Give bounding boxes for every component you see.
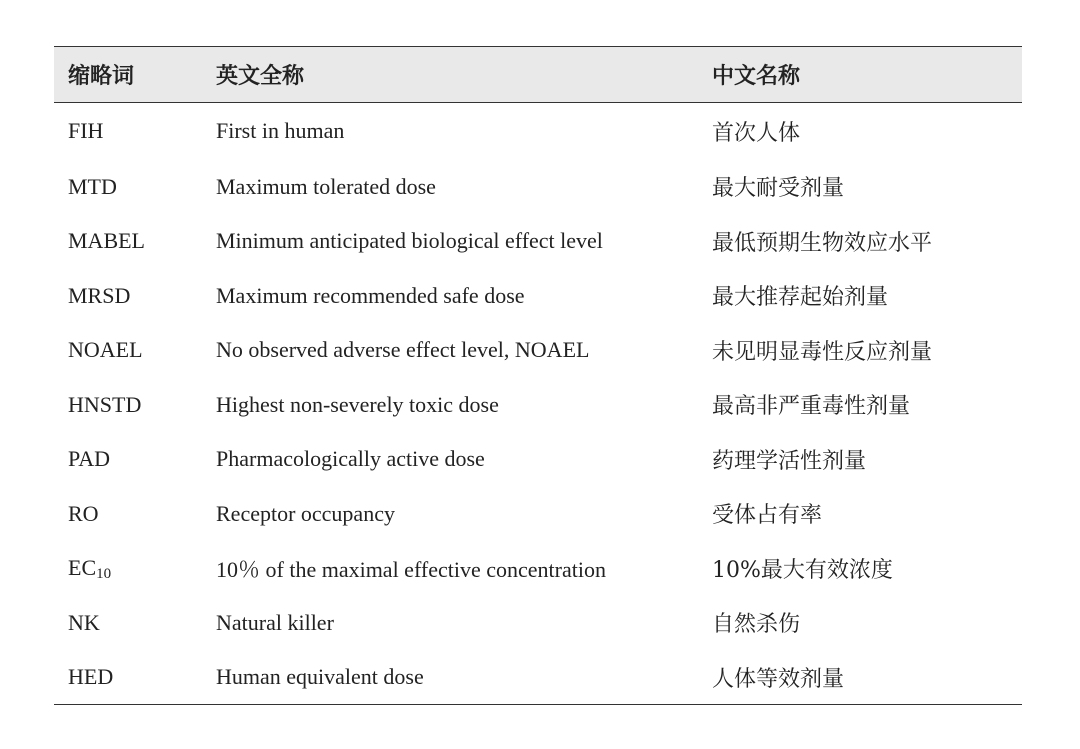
table-row (54, 323, 1022, 378)
table-row (54, 432, 1022, 487)
abbreviation-table (54, 46, 1022, 705)
table-row (54, 378, 1022, 433)
cell-english: Highest non-severely toxic dose (216, 391, 499, 417)
cell-chinese: 药理学活性剂量 (712, 448, 867, 474)
abbreviation-text: HNSTD (68, 391, 142, 417)
cell-english: Human equivalent dose (216, 650, 712, 705)
cell-abbreviation (54, 323, 216, 378)
cell-abbreviation (54, 541, 216, 596)
cell-chinese: 未见明显毒性反应剂量 (712, 339, 933, 365)
cell-english: Receptor occupancy (216, 500, 395, 526)
abbreviation-text: EC (68, 555, 97, 581)
cell-abbreviation (54, 103, 216, 160)
cell-chinese: 人体等效剂量 (712, 650, 1022, 705)
cell-english: Maximum tolerated dose (216, 173, 436, 199)
header-row (54, 47, 1022, 103)
abbreviation-text: HED (68, 664, 114, 689)
cell-chinese: 最低预期生物效应水平 (712, 230, 933, 256)
cell-chinese: 最大耐受剂量 (712, 176, 845, 202)
abbreviation-text: MABEL (68, 228, 145, 254)
cell-chinese: 首次人体 (712, 120, 801, 146)
table-row (54, 103, 1022, 160)
cell-abbreviation (54, 269, 216, 324)
table-header (54, 47, 1022, 103)
cell-abbreviation (54, 214, 216, 269)
abbreviation-text: FIH (68, 118, 104, 144)
abbreviation-text: MTD (68, 173, 117, 199)
table-row (54, 160, 1022, 215)
table-row (54, 541, 1022, 596)
abbreviation-text: MRSD (68, 282, 131, 308)
abbreviation-text: PAD (68, 446, 110, 472)
abbreviation-text: NOAEL (68, 337, 143, 363)
table-row (54, 650, 1022, 705)
cell-english: Natural killer (216, 609, 334, 635)
header-english-full-name: 英文全称 (216, 47, 712, 103)
table-body (54, 103, 1022, 705)
cell-abbreviation (54, 650, 216, 705)
cell-chinese: 10%最大有效浓度 (712, 557, 893, 583)
table-row (54, 487, 1022, 542)
header-abbreviation: 缩略词 (54, 47, 216, 103)
abbreviation-subscript: 10 (96, 566, 112, 583)
cell-english: Maximum recommended safe dose (216, 282, 525, 308)
cell-english: Minimum anticipated biological effect level (216, 228, 603, 254)
abbreviation-text: RO (68, 500, 99, 526)
header-chinese-name: 中文名称 (712, 47, 1022, 103)
cell-chinese: 最大推荐起始剂量 (712, 285, 889, 311)
cell-abbreviation (54, 160, 216, 215)
abbreviation-text: NK (68, 609, 100, 635)
table-row (54, 596, 1022, 651)
cell-chinese: 最高非严重毒性剂量 (712, 394, 911, 420)
cell-chinese: 自然杀伤 (712, 612, 801, 638)
cell-abbreviation (54, 596, 216, 651)
cell-abbreviation (54, 487, 216, 542)
cell-english: 10％ of the maximal effective concentration (216, 556, 606, 582)
cell-chinese: 受体占有率 (712, 503, 823, 529)
cell-english: Pharmacologically active dose (216, 446, 485, 472)
table-row (54, 269, 1022, 324)
table-row (54, 214, 1022, 269)
cell-abbreviation (54, 378, 216, 433)
cell-english: No observed adverse effect level, NOAEL (216, 337, 590, 363)
cell-english: First in human (216, 118, 345, 144)
cell-abbreviation (54, 432, 216, 487)
